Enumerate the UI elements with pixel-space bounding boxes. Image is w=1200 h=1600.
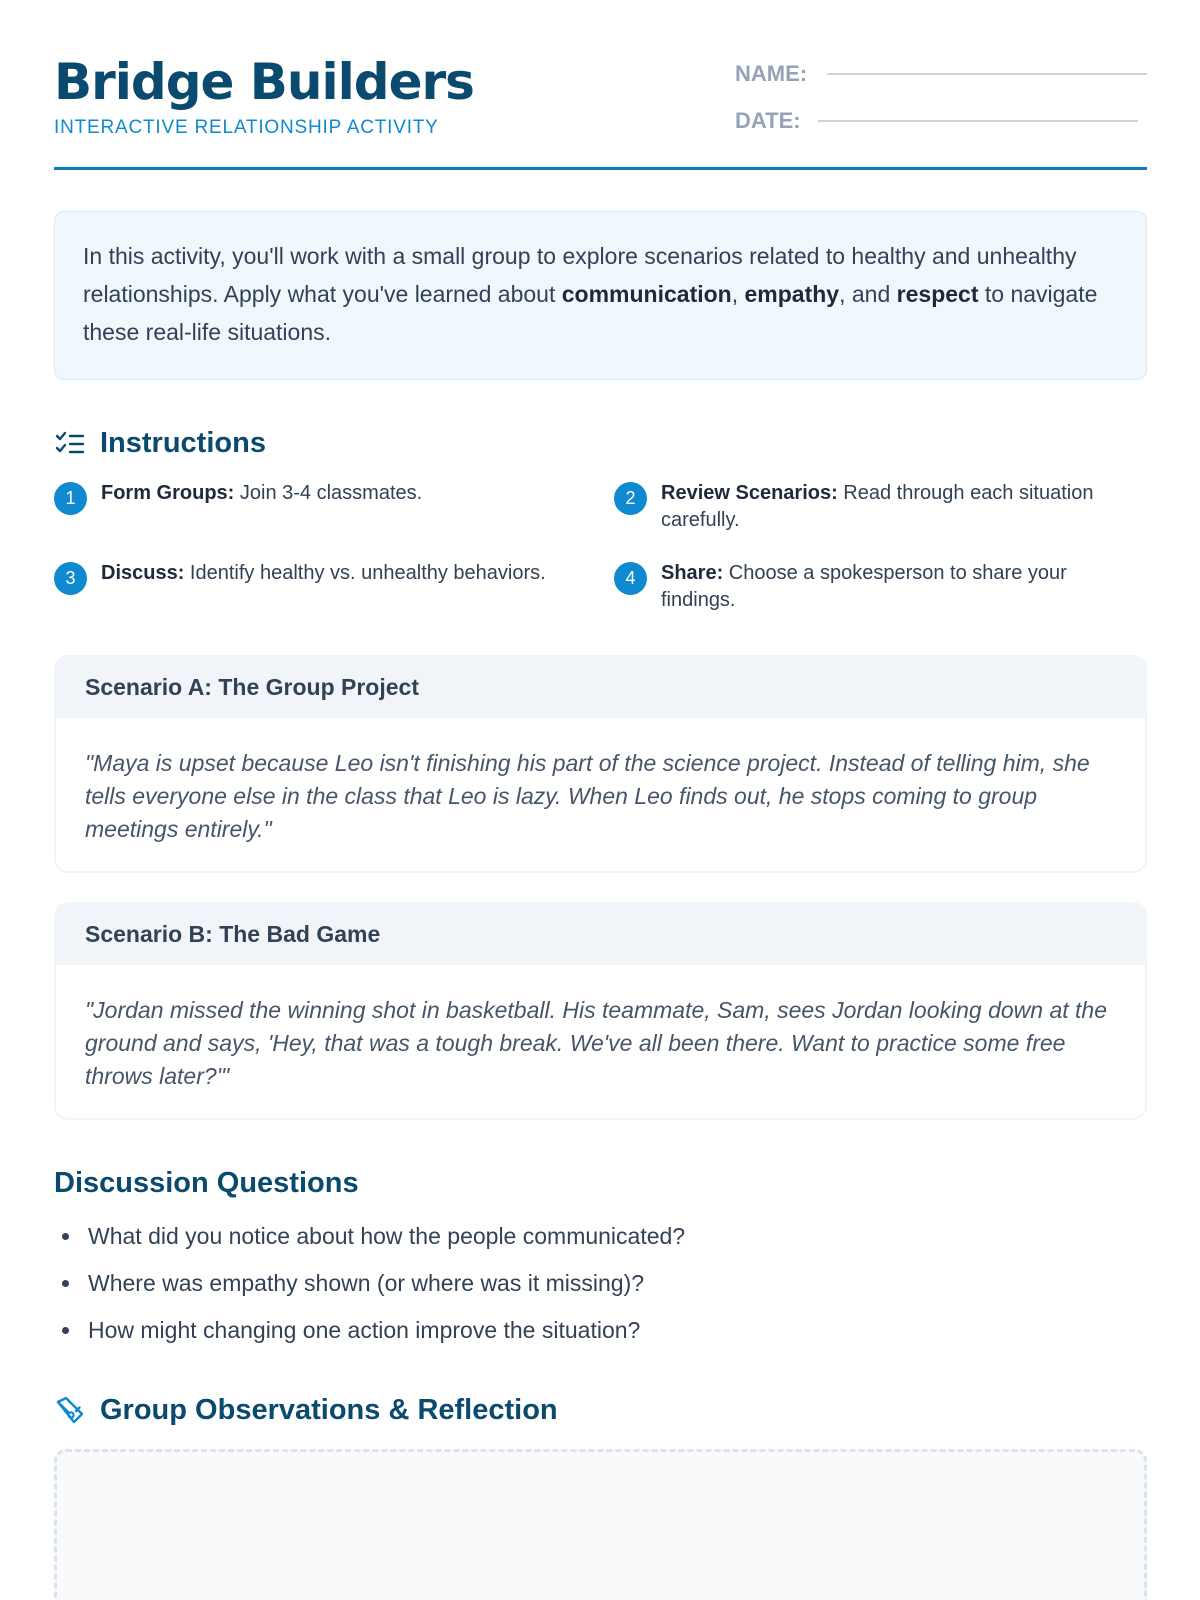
step-text: Identify healthy vs. unhealthy behaviors. [184, 562, 546, 584]
scenario-title: Scenario A: The Group Project [56, 657, 1145, 718]
scenario-text: "Jordan missed the winning shot in basketball. His teammate, Sam, sees Jordan looking down at the ground and says, 'Hey, that was a tough break. We've all been there. Want to practice some free throws later?'" [85, 997, 1107, 1089]
scenario-card-a [54, 655, 1147, 873]
worksheet-page [54, 0, 1147, 1600]
step-number: 1 [54, 482, 87, 515]
header [54, 52, 1147, 170]
step-label: Share: [661, 562, 724, 584]
list-item: Where was empathy shown (or where was it missing)? [54, 1268, 1147, 1315]
scenario-text: "Maya is upset because Leo isn't finishing his part of the science project. Instead of telling him, she tells everyone else in the class that Leo is lazy. When Leo finds out, he stops coming to group meetings entirely." [85, 750, 1090, 842]
list-item: What did you notice about how the people communicated? [54, 1221, 1147, 1268]
page-title: Bridge Builders [54, 53, 474, 111]
pen-icon [54, 1394, 86, 1426]
intro-text: In this activity, you'll work with a small group to explore scenarios related to healthy and unhealthy relationships. Apply what you've learned about [83, 243, 1077, 307]
discussion-list [54, 1221, 1147, 1362]
keyword-communication: communication [561, 281, 732, 307]
step-text: Read through each situation carefully. [661, 482, 1094, 531]
instructions-heading: Instructions [100, 427, 266, 459]
scenario-title: Scenario B: The Bad Game [56, 904, 1145, 965]
step-number: 4 [614, 562, 647, 595]
intro-box [54, 211, 1147, 380]
step-label: Form Groups: [101, 482, 235, 504]
step-number: 3 [54, 562, 87, 595]
name-label: NAME: [735, 61, 808, 86]
intro-separator: , and [839, 281, 897, 307]
checklist-icon [54, 428, 86, 460]
keyword-respect: respect [896, 281, 979, 307]
discussion-heading: Discussion Questions [54, 1167, 359, 1199]
intro-text-end: to navigate these real-life situations. [83, 281, 1098, 345]
reflection-notes-area[interactable] [54, 1449, 1147, 1600]
intro-separator: , [731, 281, 745, 307]
step-label: Review Scenarios: [661, 482, 838, 504]
date-label: DATE: [735, 108, 801, 133]
keyword-empathy: empathy [744, 281, 840, 307]
observations-heading: Group Observations & Reflection [100, 1394, 558, 1426]
list-item: How might changing one action improve the situation? [54, 1315, 1147, 1362]
date-line[interactable] [818, 120, 1138, 122]
page-subtitle: INTERACTIVE RELATIONSHIP ACTIVITY [54, 117, 439, 138]
step-label: Discuss: [101, 562, 185, 584]
step-text: Choose a spokesperson to share your findings. [661, 562, 1067, 611]
step-number: 2 [614, 482, 647, 515]
step-text: Join 3-4 classmates. [234, 482, 423, 504]
scenario-card-b [54, 902, 1147, 1120]
name-line[interactable] [827, 73, 1147, 75]
